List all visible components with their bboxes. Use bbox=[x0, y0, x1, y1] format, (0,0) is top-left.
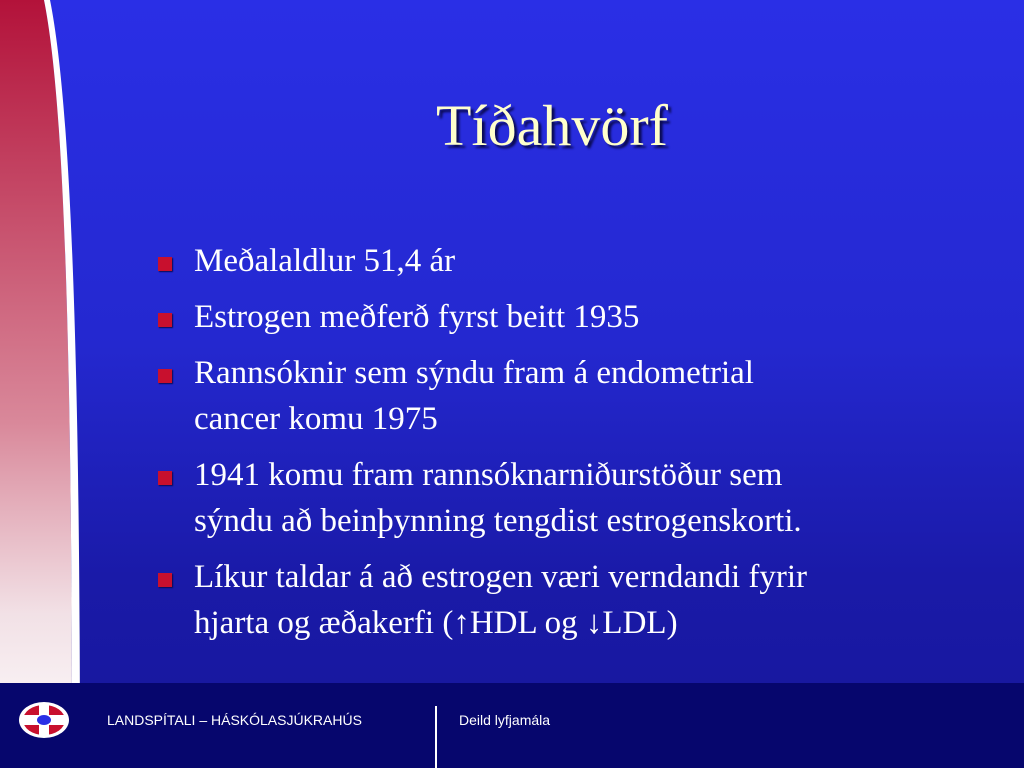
square-bullet-icon bbox=[158, 257, 172, 271]
bullet-item bbox=[156, 350, 956, 442]
footer-department: Deild lyfjamála bbox=[459, 712, 551, 728]
arrow-up-icon: ↑ bbox=[453, 605, 470, 641]
square-bullet-icon bbox=[158, 369, 172, 383]
bullet-text: Rannsóknir sem sýndu fram á endometrial bbox=[194, 355, 754, 391]
bullet-item bbox=[156, 554, 956, 646]
bullet-text: 1941 komu fram rannsóknarniðurstöður sem bbox=[194, 457, 783, 493]
square-bullet-icon bbox=[158, 573, 172, 587]
landspitali-logo bbox=[18, 701, 70, 739]
footer-divider bbox=[435, 706, 437, 768]
left-decorative-stripe bbox=[0, 0, 80, 768]
square-bullet-icon bbox=[158, 471, 172, 485]
bullet-text: Meðalaldlur 51,4 ár bbox=[194, 243, 456, 279]
bullet-text: Líkur taldar á að estrogen væri verndandi fyrir bbox=[194, 559, 808, 595]
bullet-item bbox=[156, 294, 956, 340]
bullet-item bbox=[156, 238, 956, 284]
bullet-text: Estrogen meðferð fyrst beitt 1935 bbox=[194, 299, 640, 335]
bullet-text-continued: sýndu að beinþynning tengdist estrogenskorti. bbox=[194, 503, 802, 539]
bullet-item bbox=[156, 452, 956, 544]
bullet-text-continued: LDL) bbox=[602, 605, 678, 641]
slide-title: Tíðahvörf bbox=[436, 93, 668, 158]
arrow-down-icon: ↓ bbox=[585, 605, 603, 641]
square-bullet-icon bbox=[158, 313, 172, 327]
footer-organization: LANDSPÍTALI – HÁSKÓLASJÚKRAHÚS bbox=[107, 712, 362, 728]
bullet-text-continued: cancer komu 1975 bbox=[194, 401, 438, 437]
bullet-text-continued: hjarta og æðakerfi ( bbox=[194, 605, 454, 641]
bullet-text-continued: HDL og bbox=[469, 605, 586, 641]
bullet-list bbox=[156, 238, 956, 656]
